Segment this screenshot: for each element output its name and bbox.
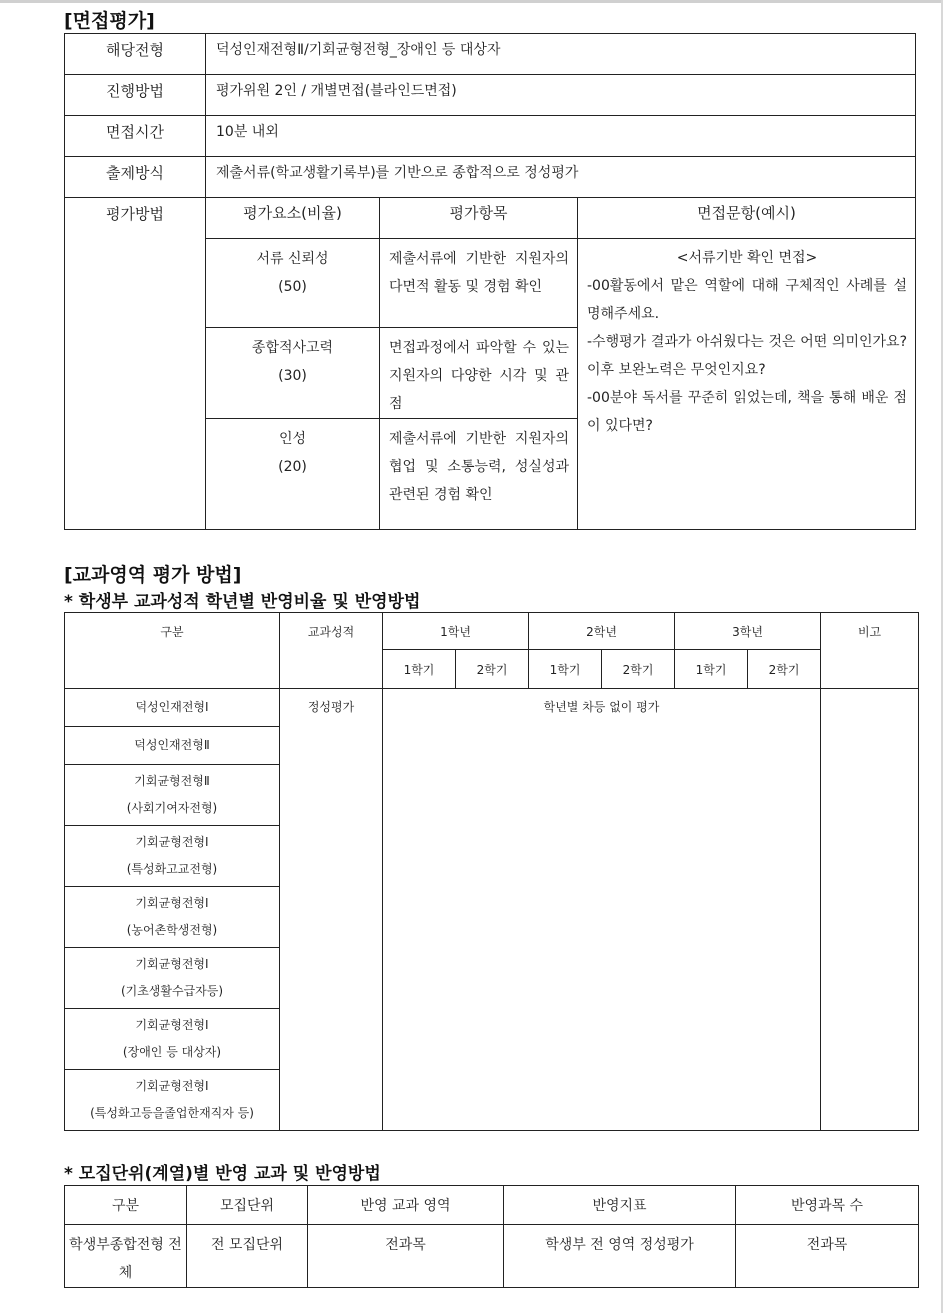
- area-cell: 전과목: [308, 1225, 504, 1288]
- category-cell: 학생부종합전형 전체: [65, 1225, 187, 1288]
- element-ratio: (30): [278, 368, 307, 384]
- header-note: 비고: [821, 613, 919, 689]
- category-line: (특성화고교전형): [126, 862, 218, 876]
- header-row: [65, 613, 919, 650]
- unit-cell: 전 모집단위: [187, 1225, 308, 1288]
- table-row: [65, 75, 916, 116]
- score-cell: 정성평가: [280, 689, 383, 1131]
- column-header: 구분: [65, 1186, 187, 1225]
- header-row: [65, 1186, 919, 1225]
- category-line: (사회기여자전형): [126, 801, 218, 815]
- table-row: [65, 689, 919, 727]
- element-name: 인성: [278, 431, 307, 447]
- element-cell: [206, 239, 380, 328]
- category-cell: [65, 826, 280, 887]
- question-item: -수행평가 결과가 아쉬웠다는 것은 어떤 의미인가요? 이후 보완노력은 무엇인지요?: [587, 334, 908, 378]
- grade-subheading: * 학생부 교과성적 학년별 반영비율 및 반영방법: [64, 592, 421, 612]
- count-cell: 전과목: [736, 1225, 919, 1288]
- element-cell: [206, 419, 380, 530]
- merged-note-cell: 학년별 차등 없이 평가: [383, 689, 821, 1131]
- header-year-3: 3학년: [675, 613, 821, 650]
- header-category: 구분: [65, 613, 280, 689]
- header-score: 교과성적: [280, 613, 383, 689]
- category-line: 기회균형전형Ⅱ: [134, 774, 210, 788]
- category-line: (장애인 등 대상자): [122, 1045, 222, 1059]
- column-header: 평가요소(비율): [206, 198, 380, 239]
- category-cell: [65, 765, 280, 826]
- column-header: 반영과목 수: [736, 1186, 919, 1225]
- category-line: 기회균형전형Ⅰ: [135, 957, 209, 971]
- row-label: 면접시간: [65, 116, 206, 157]
- category-line: (기초생활수급자등): [120, 984, 224, 998]
- column-header: 평가항목: [380, 198, 578, 239]
- question-item: -00활동에서 맡은 역할에 대해 구체적인 사례를 설명해주세요.: [587, 278, 908, 322]
- question-title: <서류기반 확인 면접>: [676, 250, 818, 266]
- semester-header: 2학기: [748, 650, 821, 689]
- header-year-1: 1학년: [383, 613, 529, 650]
- element-item: 제출서류에 기반한 지원자의 다면적 활동 및 경험 확인: [380, 239, 578, 328]
- table-row: [65, 157, 916, 198]
- table-row: [65, 34, 916, 75]
- question-cell: [578, 239, 916, 530]
- category-line: (농어촌학생전형): [126, 923, 218, 937]
- index-cell: 학생부 전 영역 정성평가: [504, 1225, 736, 1288]
- element-item: 면접과정에서 파악할 수 있는 지원자의 다양한 시각 및 관점: [380, 328, 578, 419]
- semester-header: 2학기: [456, 650, 529, 689]
- category-cell: [65, 948, 280, 1009]
- column-header: 모집단위: [187, 1186, 308, 1225]
- method-label: 평가방법: [65, 198, 206, 530]
- category-cell: [65, 1009, 280, 1070]
- category-line: 기회균형전형Ⅰ: [135, 896, 209, 910]
- table-row: [65, 1225, 919, 1288]
- element-item: 제출서류에 기반한 지원자의 협업 및 소통능력, 성실성과 관련된 경험 확인: [380, 419, 578, 530]
- element-cell: [206, 328, 380, 419]
- category-cell: 덕성인재전형Ⅱ: [65, 727, 280, 765]
- grade-heading: [교과영역 평가 방법]: [64, 564, 242, 586]
- element-ratio: (20): [278, 459, 307, 475]
- column-header: 면접문항(예시): [578, 198, 916, 239]
- grade-table: [64, 612, 919, 1131]
- category-cell: 덕성인재전형Ⅰ: [65, 689, 280, 727]
- row-label: 출제방식: [65, 157, 206, 198]
- table-row: [65, 116, 916, 157]
- interview-heading: [면접평가]: [64, 10, 155, 32]
- row-value: 10분 내외: [206, 116, 916, 157]
- row-label: 해당전형: [65, 34, 206, 75]
- semester-header: 2학기: [602, 650, 675, 689]
- column-header: 반영지표: [504, 1186, 736, 1225]
- element-name: 종합적사고력: [251, 340, 334, 356]
- units-subheading: * 모집단위(계열)별 반영 교과 및 반영방법: [64, 1164, 381, 1184]
- note-cell: [821, 689, 919, 1131]
- table-row: [65, 198, 916, 239]
- row-label: 진행방법: [65, 75, 206, 116]
- interview-table: [64, 33, 916, 530]
- units-table: [64, 1185, 919, 1288]
- row-value: 덕성인재전형Ⅱ/기회균형전형_장애인 등 대상자: [206, 34, 916, 75]
- category-line: (특성화고등을졸업한재직자 등): [90, 1106, 254, 1120]
- category-line: 기회균형전형Ⅰ: [135, 1018, 209, 1032]
- header-year-2: 2학년: [529, 613, 675, 650]
- element-name: 서류 신뢰성: [256, 251, 329, 267]
- semester-header: 1학기: [675, 650, 748, 689]
- row-value: 평가위원 2인 / 개별면접(블라인드면접): [206, 75, 916, 116]
- semester-header: 1학기: [383, 650, 456, 689]
- category-cell: [65, 1070, 280, 1131]
- column-header: 반영 교과 영역: [308, 1186, 504, 1225]
- top-border: [0, 0, 943, 3]
- question-item: -00분야 독서를 꾸준히 읽었는데, 책을 통해 배운 점이 있다면?: [587, 390, 908, 434]
- row-value: 제출서류(학교생활기록부)를 기반으로 종합적으로 정성평가: [206, 157, 916, 198]
- category-cell: [65, 887, 280, 948]
- semester-header: 1학기: [529, 650, 602, 689]
- category-line: 기회균형전형Ⅰ: [135, 1079, 209, 1093]
- category-line: 기회균형전형Ⅰ: [135, 835, 209, 849]
- element-ratio: (50): [278, 279, 307, 295]
